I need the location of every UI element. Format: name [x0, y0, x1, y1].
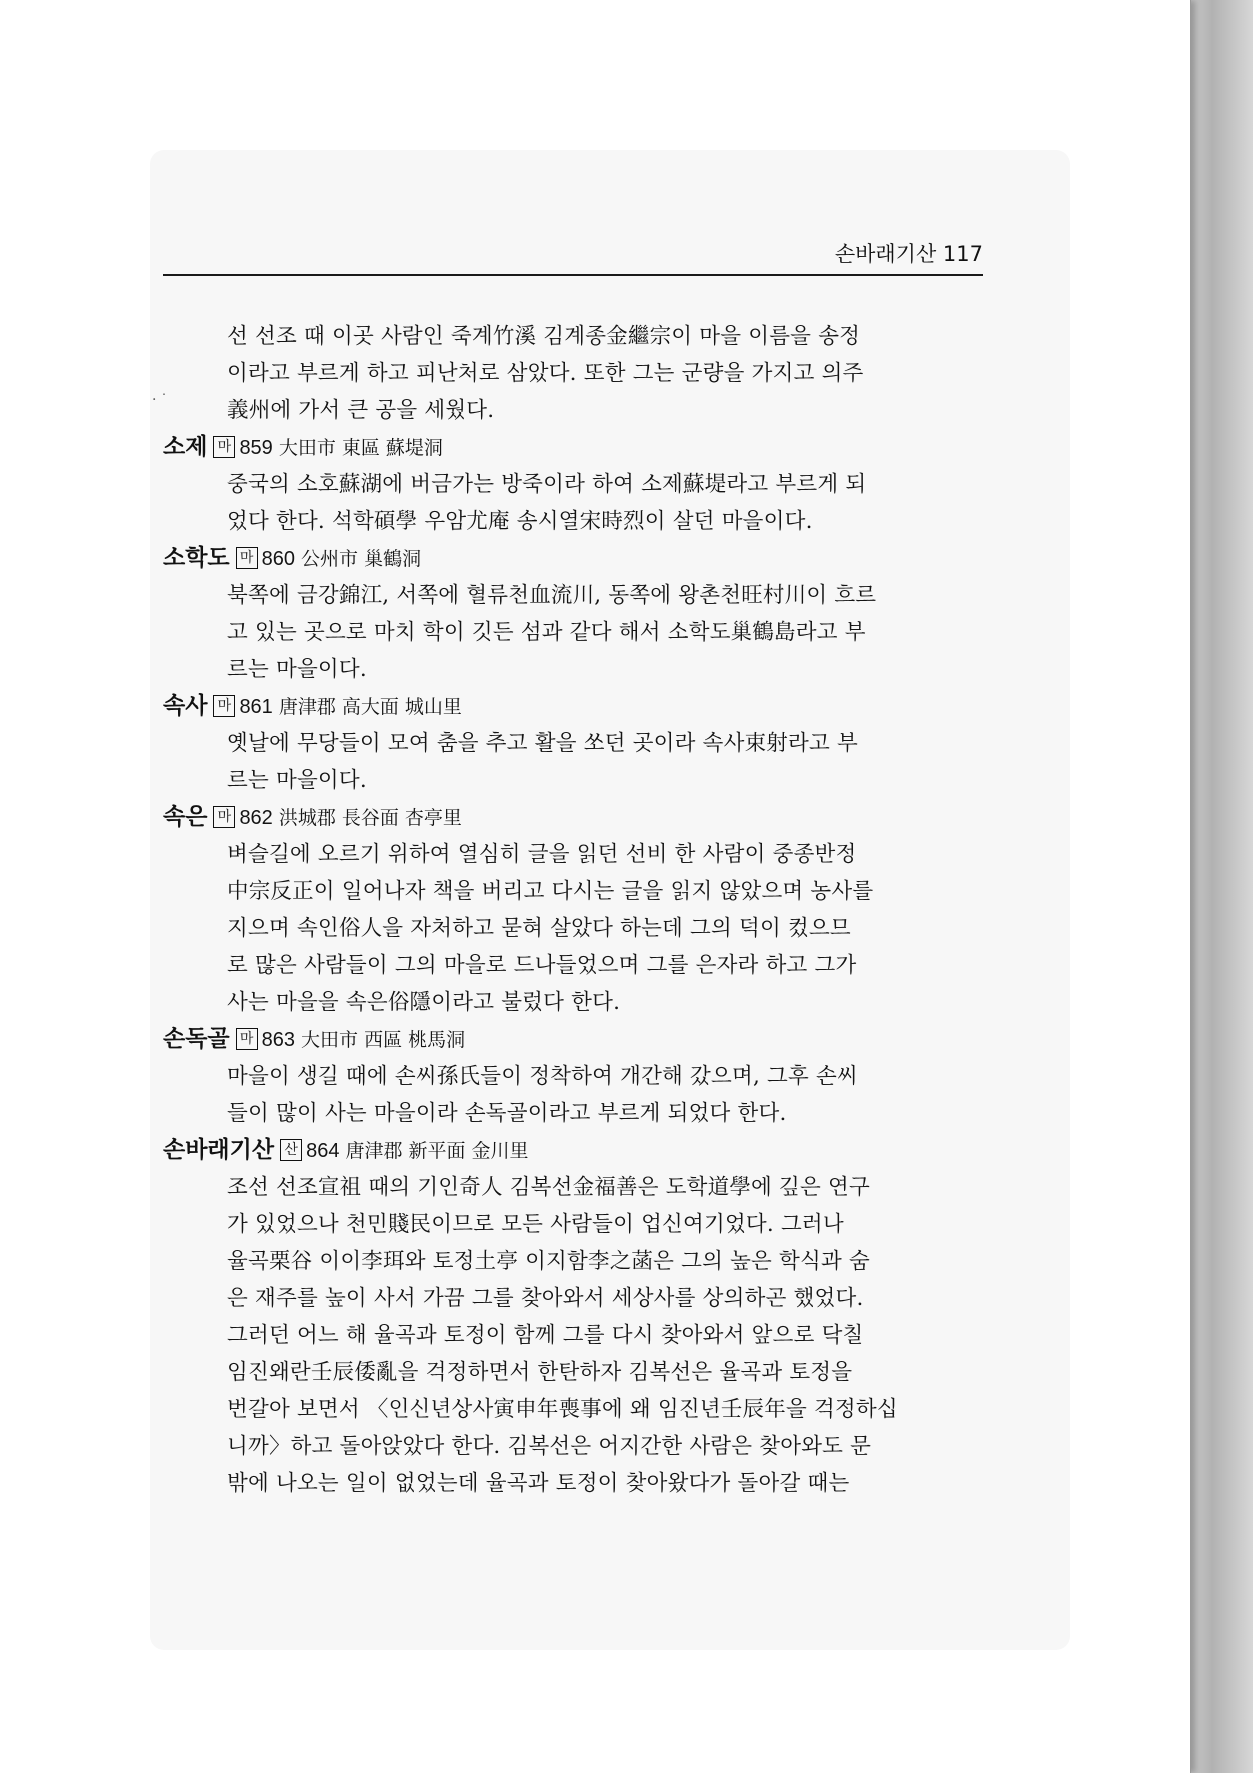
- body-line: 中宗反正이 일어나자 책을 버리고 다시는 글을 읽지 않았으며 농사를: [227, 879, 874, 904]
- entry-kind-badge: 마: [213, 806, 235, 828]
- entry-number: 863: [261, 1029, 296, 1051]
- body-line: 가 있었으나 천민賤民이므로 모든 사람들이 업신여기었다. 그러나: [227, 1212, 844, 1237]
- margin-speck: ·˙: [152, 392, 172, 408]
- entry-number: 861: [239, 696, 273, 718]
- entry-number: 862: [239, 807, 273, 829]
- entry-kind-badge: 마: [236, 1028, 258, 1050]
- body-line: 율곡栗谷 이이李珥와 토정土亭 이지함李之菡은 그의 높은 학식과 숨: [227, 1249, 870, 1274]
- entry-heading: [163, 1021, 993, 1058]
- entry-location: 洪城郡 長谷面 杏亭里: [278, 807, 462, 829]
- gazetteer-entry: [163, 688, 993, 799]
- entry-name: 소제: [163, 434, 208, 460]
- page-header: [163, 234, 983, 276]
- body-line: 북쪽에 금강錦江, 서쪽에 혈류천血流川, 동쪽에 왕촌천旺村川이 흐르: [227, 583, 877, 608]
- body-line: 義州에 가서 큰 공을 세웠다.: [227, 398, 495, 423]
- intro-paragraph: [163, 318, 993, 429]
- body-line: 로 많은 사람들이 그의 마을로 드나들었으며 그를 은자라 하고 그가: [227, 953, 857, 978]
- body-line: 들이 많이 사는 마을이라 손독골이라고 부르게 되었다 한다.: [227, 1101, 787, 1126]
- entry-heading: [163, 540, 993, 577]
- body-line: 옛날에 무당들이 모여 춤을 추고 활을 쏘던 곳이라 속사束射라고 부: [227, 731, 858, 756]
- body-line: 선 선조 때 이곳 사람인 죽계竹溪 김계종金繼宗이 마을 이름을 송정: [227, 324, 861, 349]
- entry-name: 속사: [163, 693, 208, 719]
- entry-number: 859: [239, 437, 273, 459]
- entry-kind-badge: 산: [280, 1139, 302, 1161]
- entry-heading: [163, 799, 993, 836]
- entry-location: 公州市 巢鶴洞: [301, 548, 422, 570]
- entry-location: 大田市 西區 桃馬洞: [301, 1029, 466, 1051]
- entry-heading: [163, 429, 993, 466]
- body-line: 중국의 소호蘇湖에 버금가는 방죽이라 하여 소제蘇堤라고 부르게 되: [227, 472, 867, 497]
- body-line: 사는 마을을 속은俗隱이라고 불렀다 한다.: [227, 990, 621, 1015]
- entry-heading: [163, 1132, 993, 1169]
- body-line: 그러던 어느 해 율곡과 토정이 함께 그를 다시 찾아와서 앞으로 닥칠: [227, 1323, 864, 1348]
- body-line: 은 재주를 높이 사서 가끔 그를 찾아와서 세상사를 상의하곤 했었다.: [227, 1286, 864, 1311]
- body-line: 었다 한다. 석학碩學 우암尤庵 송시열宋時烈이 살던 마을이다.: [227, 509, 813, 534]
- entry-list: [163, 429, 993, 1502]
- body-line: 임진왜란壬辰倭亂을 걱정하면서 한탄하자 김복선은 율곡과 토정을: [227, 1360, 853, 1385]
- body-line: 르는 마을이다.: [227, 657, 367, 682]
- body-line: 마을이 생길 때에 손씨孫氏들이 정착하여 개간해 갔으며, 그후 손씨: [227, 1064, 858, 1089]
- page-content: [163, 318, 993, 1502]
- running-title: 손바래기산 117: [834, 242, 983, 266]
- gazetteer-entry: [163, 1132, 993, 1502]
- entry-kind-badge: 마: [213, 695, 235, 717]
- entry-location: 唐津郡 高大面 城山里: [278, 696, 462, 718]
- entry-kind-badge: 마: [213, 436, 235, 458]
- entry-heading: [163, 688, 993, 725]
- body-line: 르는 마을이다.: [227, 768, 367, 793]
- entry-name: 소학도: [163, 545, 230, 571]
- body-line: 조선 선조宣祖 때의 기인奇人 김복선金福善은 도학道學에 깊은 연구: [227, 1175, 870, 1200]
- gazetteer-entry: [163, 429, 993, 540]
- entry-name: 속은: [163, 804, 208, 830]
- entry-name: 손바래기산: [163, 1137, 275, 1163]
- body-line: 이라고 부르게 하고 피난처로 삼았다. 또한 그는 군량을 가지고 의주: [227, 361, 864, 386]
- gazetteer-entry: [163, 799, 993, 1021]
- entry-kind-badge: 마: [236, 547, 258, 569]
- body-line: 벼슬길에 오르기 위하여 열심히 글을 읽던 선비 한 사람이 중종반정: [227, 842, 857, 867]
- body-line: 밖에 나오는 일이 없었는데 율곡과 토정이 찾아왔다가 돌아갈 때는: [227, 1471, 850, 1496]
- entry-number: 864: [306, 1140, 340, 1162]
- entry-location: 大田市 東區 蘇堤洞: [278, 437, 443, 459]
- body-line: 니까〉하고 돌아앉았다 한다. 김복선은 어지간한 사람은 찾아와도 문: [227, 1434, 872, 1459]
- entry-name: 손독골: [163, 1026, 230, 1052]
- page-edge-shadow: [1190, 0, 1253, 1773]
- gazetteer-entry: [163, 540, 993, 688]
- body-line: 고 있는 곳으로 마치 학이 깃든 섬과 같다 해서 소학도巢鶴島라고 부: [227, 620, 866, 645]
- entry-number: 860: [261, 548, 296, 570]
- gazetteer-entry: [163, 1021, 993, 1132]
- body-line: 지으며 속인俗人을 자처하고 묻혀 살았다 하는데 그의 덕이 컸으므: [227, 916, 851, 941]
- entry-location: 唐津郡 新平面 金川里: [345, 1140, 529, 1162]
- body-line: 번갈아 보면서 〈인신년상사寅申年喪事에 왜 임진년壬辰年을 걱정하십: [227, 1397, 898, 1422]
